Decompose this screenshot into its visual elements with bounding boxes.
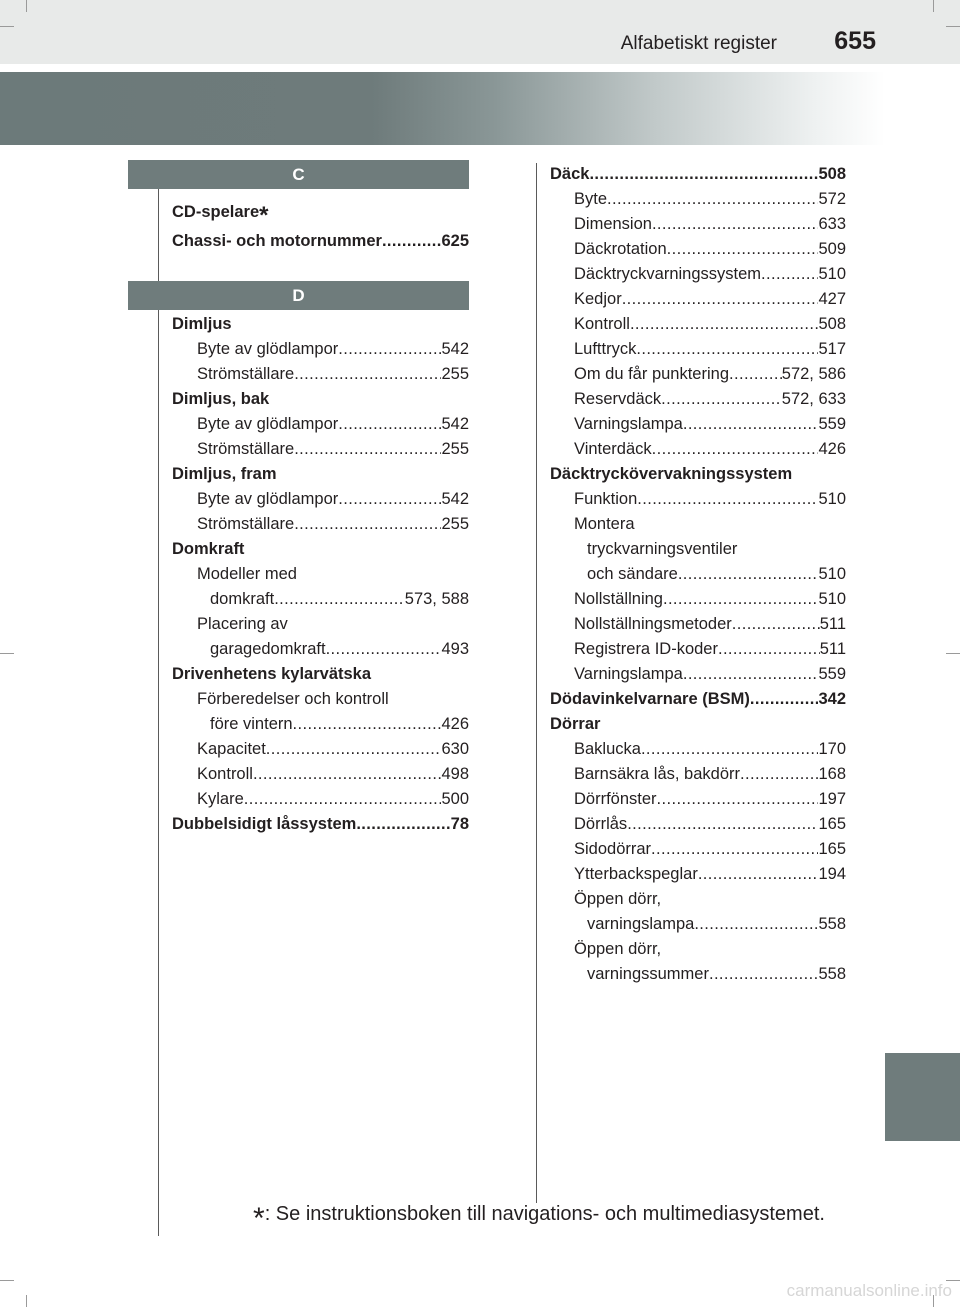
index-entry-dodavinkel[interactable] [550,687,846,712]
index-entry-sidodorrar[interactable] [574,837,846,862]
page-ref: 170 [818,740,846,758]
trim-mark [26,1295,27,1307]
index-entry-dack-punktering[interactable] [574,362,846,387]
entry-label: varningssummer [587,965,709,983]
page-ref: 509 [818,240,846,258]
dot-leader [709,962,819,987]
index-entry-baklucka[interactable] [574,737,846,762]
index-entry-kylare[interactable] [197,787,469,812]
index-entry-chassi[interactable] [172,229,469,254]
index-entry-dack-byte[interactable] [574,187,846,212]
index-entry-tryck-varningslampa[interactable] [574,662,846,687]
page-ref: 542 [441,415,469,433]
page-ref: 510 [818,490,846,508]
page-ref: 194 [818,865,846,883]
dot-leader [732,612,820,637]
index-entry-dimljus-byte[interactable] [197,337,469,362]
page-ref: 510 [818,590,846,608]
index-entry-modeller: Modeller med [197,565,297,583]
footnote [253,1202,825,1235]
page-ref: 255 [441,440,469,458]
page-ref: 559 [818,415,846,433]
index-entry-placering: Placering av [197,615,288,633]
dot-leader [651,837,818,862]
page-ref: 572 [818,190,846,208]
page-ref: 426 [818,440,846,458]
index-entry-barnsakra[interactable] [574,762,846,787]
entry-label: Dörrfönster [574,790,657,808]
page-ref: 165 [818,840,846,858]
index-entry-dack-tryckvarning[interactable] [574,262,846,287]
index-entry-dack[interactable] [550,162,846,187]
entry-label: Kapacitet [197,740,266,758]
page-number: 655 [834,27,876,55]
page-ref: 493 [441,640,469,658]
dot-leader [382,229,442,254]
dot-leader [293,712,442,737]
dot-leader [356,812,450,837]
index-entry-oppen-varningslampa[interactable] [587,912,846,937]
page-ref: 542 [441,340,469,358]
index-entry-fore-vintern[interactable] [210,712,469,737]
index-entry-dimljus-bak-strom[interactable] [197,437,469,462]
index-entry-placering-garagedomkraft[interactable] [210,637,469,662]
footnote-marker: * [259,202,269,229]
dot-leader [338,487,441,512]
index-entry-dack-lufttryck[interactable] [574,337,846,362]
page-ref: 510 [818,565,846,583]
dot-leader [683,412,819,437]
dot-leader [698,862,819,887]
entry-label: Strömställare [197,440,295,458]
index-entry-registrera[interactable] [574,637,846,662]
entry-label: Reservdäck [574,390,662,408]
entry-label: Däckrotation [574,240,667,258]
dot-leader [661,387,782,412]
page-ref: 255 [441,515,469,533]
dot-leader [244,787,442,812]
column-rule-left [158,189,159,1236]
page-ref: 168 [818,765,846,783]
index-entry-dubbelsidigt[interactable] [172,812,469,837]
dot-leader [652,212,819,237]
dot-leader [718,637,820,662]
entry-label: Byte av glödlampor [197,415,339,433]
dot-leader [627,812,818,837]
dot-leader [294,362,441,387]
index-entry-dack-kedjor[interactable] [574,287,846,312]
index-entry-dimljus-bak-byte[interactable] [197,412,469,437]
page-ref: 510 [818,265,846,283]
page-ref: 559 [818,665,846,683]
index-entry-forberedelser: Förberedelser och kontroll [197,690,389,708]
trim-mark [946,26,960,27]
dot-leader [761,262,818,287]
entry-label: domkraft [210,590,275,608]
dot-leader [326,637,442,662]
entry-label: Dubbelsidigt låssystem [172,815,357,833]
index-entry-domkraft: Domkraft [172,540,245,558]
dot-leader [274,587,405,612]
page-ref: 558 [818,915,846,933]
footnote-text: : Se instruktionsboken till navigations- och multimediasystemet. [264,1203,825,1225]
entry-label: Ytterbackspeglar [574,865,698,883]
page-ref: 165 [818,815,846,833]
dot-leader [622,287,819,312]
index-entry-dorrfonster[interactable] [574,787,846,812]
dot-leader [607,187,818,212]
page-ref: 542 [441,490,469,508]
index-entry-modeller-domkraft[interactable] [210,587,469,612]
index-entry-kapacitet[interactable] [197,737,469,762]
entry-label: CD-spelare [172,203,260,221]
entry-label: före vintern [210,715,293,733]
index-entry-oppen-varningssummer[interactable] [587,962,846,987]
entry-label: Sidodörrar [574,840,652,858]
dot-leader [637,487,818,512]
header-banner [0,72,885,145]
index-entry-dorrar: Dörrar [550,715,601,733]
dot-leader [338,412,441,437]
page-ref: 255 [441,365,469,383]
entry-label: Funktion [574,490,638,508]
index-entry-dack-kontroll[interactable] [574,312,846,337]
index-entry-oppen-dorr-1: Öppen dörr, [574,890,662,908]
dot-leader [266,737,442,762]
dot-leader [683,662,819,687]
entry-label: Strömställare [197,515,295,533]
index-entry-dack-vinterdack[interactable] [574,437,846,462]
entry-label: Nollställningsmetoder [574,615,732,633]
running-title: Alfabetiskt register [620,33,777,54]
section-header-c: C [128,160,469,189]
index-entry-kontroll[interactable] [197,762,469,787]
dot-leader [338,337,441,362]
page-ref: 625 [441,232,469,250]
dot-leader [253,762,442,787]
index-entry-montera: Montera [574,515,635,533]
footnote-marker: * [253,1202,265,1235]
dot-leader [294,437,441,462]
index-entry-dack-reservdack[interactable] [574,387,846,412]
header-band [0,0,960,64]
dot-leader [729,362,782,387]
index-entry-dimljus-bak: Dimljus, bak [172,390,270,408]
page-ref: 630 [441,740,469,758]
trim-mark [946,653,960,654]
page-ref: 498 [441,765,469,783]
dot-leader [678,562,819,587]
page-ref: 511 [819,640,846,658]
dot-leader [694,912,818,937]
page-ref: 558 [818,965,846,983]
entry-label: Dörrlås [574,815,628,833]
section-header-d: D [128,281,469,310]
dot-leader [740,762,818,787]
index-entry-nollstallningsmetoder[interactable] [574,612,846,637]
trim-mark [26,0,27,12]
index-entry-dimljus-strom[interactable] [197,362,469,387]
entry-label: Däcktryckvarningssystem [574,265,762,283]
page-ref: 508 [818,165,846,183]
index-entry-ytterbackspeglar[interactable] [574,862,846,887]
trim-mark [0,1280,14,1281]
entry-label: Lufttryck [574,340,637,358]
index-entry-dack-rotation[interactable] [574,237,846,262]
entry-label: Kontroll [574,315,630,333]
dot-leader [294,512,441,537]
page-ref: 426 [441,715,469,733]
index-entry-tryck-funktion[interactable] [574,487,846,512]
entry-label: Barnsäkra lås, bakdörr [574,765,740,783]
index-entry-oppen-dorr-2: Öppen dörr, [574,940,662,958]
page-ref: 427 [818,290,846,308]
index-entry-dorrlas[interactable] [574,812,846,837]
page-ref: 572, 633 [781,390,846,408]
entry-label: och sändare [587,565,678,583]
page-ref: 78 [450,815,469,833]
index-entry-nollstallning[interactable] [574,587,846,612]
dot-leader [636,337,818,362]
page-ref: 197 [818,790,846,808]
entry-label: Byte av glödlampor [197,340,339,358]
entry-label: Varningslampa [574,415,683,433]
index-entry-cd-spelare[interactable] [172,200,269,229]
index-entry-dimljus: Dimljus [172,315,232,333]
trim-mark [0,653,14,654]
entry-label: varningslampa [587,915,695,933]
index-entry-tryckovervakning: Däcktryckövervakningssystem [550,465,793,483]
dot-leader [657,787,819,812]
page-ref: 573, 588 [404,590,469,608]
column-rule-middle [536,163,537,1203]
index-entry-dack-varningslampa[interactable] [574,412,846,437]
entry-label: Däck [550,165,590,183]
entry-label: Byte [574,190,608,208]
entry-label: Strömställare [197,365,295,383]
thumb-index-tab [885,1053,960,1141]
entry-label: Kedjor [574,290,622,308]
page-ref: 517 [818,340,846,358]
entry-label: Dimension [574,215,652,233]
entry-label: Baklucka [574,740,641,758]
dot-leader [667,237,819,262]
page-ref: 500 [441,790,469,808]
dot-leader [589,162,818,187]
entry-label: Vinterdäck [574,440,652,458]
index-entry-dimljus-fram: Dimljus, fram [172,465,277,483]
dot-leader [652,437,819,462]
index-entry-och-sandare[interactable] [587,562,846,587]
page-ref: 633 [818,215,846,233]
dot-leader [663,587,819,612]
page-ref: 342 [818,690,846,708]
entry-label: garagedomkraft [210,640,326,658]
entry-label: Dödavinkelvarnare (BSM) [550,690,750,708]
index-entry-tryckvarningsventiler: tryckvarningsventiler [587,540,738,558]
entry-label: Kontroll [197,765,253,783]
index-entry-dack-dimension[interactable] [574,212,846,237]
entry-label: Varningslampa [574,665,683,683]
dot-leader [641,737,819,762]
trim-mark [933,0,934,12]
index-entry-dimljus-fram-byte[interactable] [197,487,469,512]
watermark: carmanualsonline.info [786,1281,952,1300]
dot-leader [630,312,819,337]
dot-leader [750,687,819,712]
trim-mark [0,26,14,27]
page-ref: 572, 586 [781,365,846,383]
page-ref: 511 [819,615,846,633]
index-entry-dimljus-fram-strom[interactable] [197,512,469,537]
entry-label: Nollställning [574,590,663,608]
entry-label: Chassi- och motornummer [172,232,382,250]
entry-label: Kylare [197,790,244,808]
page-ref: 508 [818,315,846,333]
index-entry-drivenhet: Drivenhetens kylarvätska [172,665,372,683]
entry-label: Registrera ID-koder [574,640,718,658]
entry-label: Byte av glödlampor [197,490,339,508]
entry-label: Om du får punktering [574,365,729,383]
